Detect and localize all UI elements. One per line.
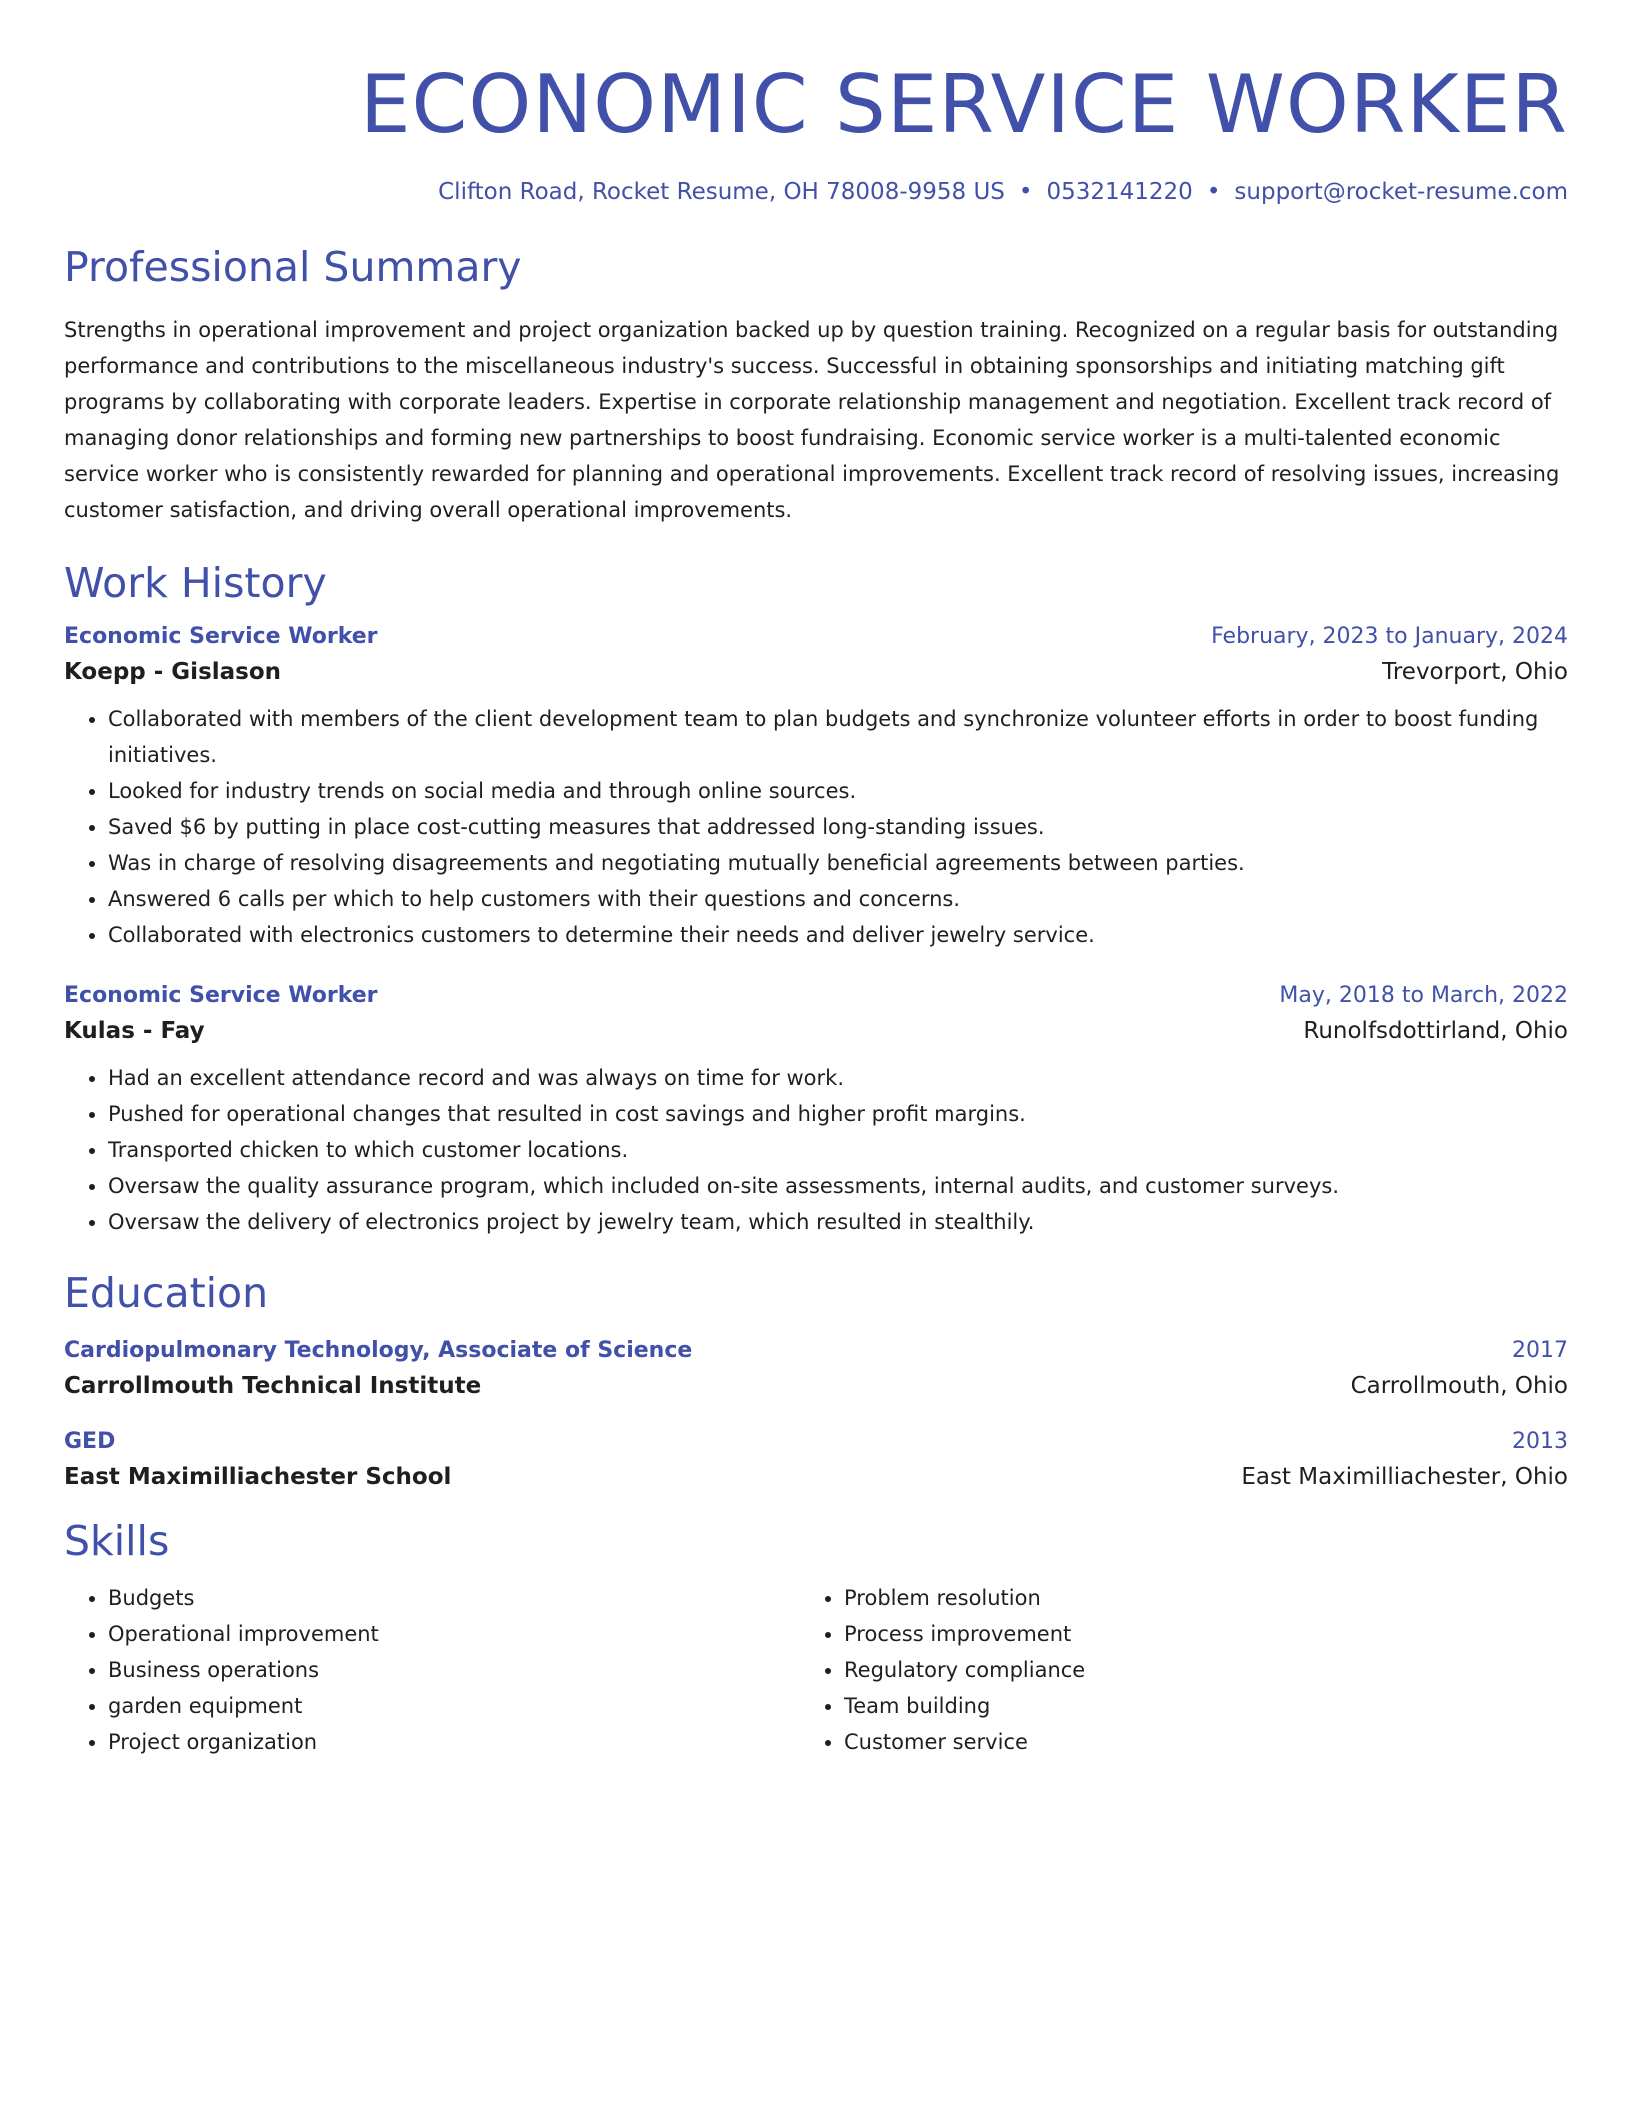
skills-column-right xyxy=(800,1580,1500,1760)
job-location: Runolfsdottirland, Ohio xyxy=(1303,1018,1568,1044)
job-bullet: • Oversaw the delivery of electronics project by jewelry team, which resulted in stealthily. xyxy=(108,1204,1568,1240)
job-bullet: • Had an excellent attendance record and was always on time for work. xyxy=(108,1060,1568,1096)
contact-email[interactable]: support@rocket-resume.com xyxy=(1234,179,1568,205)
job-location: Trevorport, Ohio xyxy=(1382,659,1568,685)
skill-item: • Regulatory compliance xyxy=(844,1652,1500,1688)
job-subheader xyxy=(64,659,1568,685)
skills-grid xyxy=(64,1580,1568,1760)
skill-item: • Business operations xyxy=(108,1652,800,1688)
job-bullet: • Pushed for operational changes that resulted in cost savings and higher profit margins. xyxy=(108,1096,1568,1132)
contact-separator: • xyxy=(1018,179,1033,205)
education-subheader xyxy=(64,1464,1568,1490)
job-role: Economic Service Worker xyxy=(64,983,378,1008)
education-school: Carrollmouth Technical Institute xyxy=(64,1373,482,1399)
job-bullet: • Collaborated with members of the client development team to plan budgets and synchronize volunteer efforts in order to boost funding initiatives. xyxy=(108,701,1568,773)
section-title-skills: Skills xyxy=(64,1517,170,1565)
skill-item: • Customer service xyxy=(844,1724,1500,1760)
education-location: East Maximilliachester, Ohio xyxy=(1241,1464,1568,1490)
education-degree: Cardiopulmonary Technology, Associate of Science xyxy=(64,1338,693,1363)
job-header xyxy=(64,983,1568,1008)
skills-list xyxy=(800,1580,1500,1760)
skills-column-left xyxy=(64,1580,800,1760)
job-role: Economic Service Worker xyxy=(64,624,378,649)
job-header xyxy=(64,624,1568,649)
contact-address: Clifton Road, Rocket Resume, OH 78008-9958 US xyxy=(438,179,1005,205)
education-subheader xyxy=(64,1373,1568,1399)
job-subheader xyxy=(64,1018,1568,1044)
candidate-name: ECONOMIC SERVICE WORKER xyxy=(359,58,1568,151)
job-entry xyxy=(64,983,1568,1240)
job-dates: February, 2023 to January, 2024 xyxy=(1211,624,1568,649)
contact-separator: • xyxy=(1206,179,1221,205)
education-degree: GED xyxy=(64,1429,116,1454)
job-company: Kulas - Fay xyxy=(64,1018,205,1044)
section-title-education: Education xyxy=(64,1269,269,1317)
skill-item: • Budgets xyxy=(108,1580,800,1616)
job-bullet: • Transported chicken to which customer locations. xyxy=(108,1132,1568,1168)
education-header xyxy=(64,1338,1568,1363)
job-bullet: • Oversaw the quality assurance program, which included on-site assessments, internal audits, and customer surveys. xyxy=(108,1168,1568,1204)
job-entry xyxy=(64,624,1568,953)
contact-phone: 0532141220 xyxy=(1046,179,1193,205)
education-header xyxy=(64,1429,1568,1454)
job-company: Koepp - Gislason xyxy=(64,659,282,685)
job-bullets xyxy=(64,701,1568,953)
job-bullet: • Saved $6 by putting in place cost-cutting measures that addressed long-standing issues. xyxy=(108,809,1568,845)
skill-item: • Process improvement xyxy=(844,1616,1500,1652)
skill-item: • Operational improvement xyxy=(108,1616,800,1652)
section-title-work-history: Work History xyxy=(64,559,327,607)
education-year: 2013 xyxy=(1512,1429,1568,1454)
education-school: East Maximilliachester School xyxy=(64,1464,452,1490)
summary-text: Strengths in operational improvement and project organization backed up by question training. Recognized on a regular basis for outstanding performance and contributions to the miscellaneous industry's success. Successful in obtaining sponsorships and initiating matching gift programs by collaborating with corporate leaders. Expertise in corporate relationship management and negotiation. Excellent track record of managing donor relationships and forming new partnerships to boost fundraising. Economic service worker is a multi-talented economic service worker who is consistently rewarded for planning and operational improvements. Excellent track record of resolving issues, increasing customer satisfaction, and driving overall operational improvements. xyxy=(64,318,1560,522)
skill-item: • garden equipment xyxy=(108,1688,800,1724)
job-bullet: • Answered 6 calls per which to help customers with their questions and concerns. xyxy=(108,881,1568,917)
education-entry xyxy=(64,1338,1568,1399)
job-bullet: • Was in charge of resolving disagreements and negotiating mutually beneficial agreements between parties. xyxy=(108,845,1568,881)
job-dates: May, 2018 to March, 2022 xyxy=(1279,983,1568,1008)
section-title-summary: Professional Summary xyxy=(64,243,522,291)
education-location: Carrollmouth, Ohio xyxy=(1350,1373,1568,1399)
skill-item: • Problem resolution xyxy=(844,1580,1500,1616)
education-year: 2017 xyxy=(1512,1338,1568,1363)
education-entry xyxy=(64,1429,1568,1490)
contact-line xyxy=(64,176,1568,208)
job-bullet: • Looked for industry trends on social media and through online sources. xyxy=(108,773,1568,809)
job-bullets xyxy=(64,1060,1568,1240)
skill-item: • Team building xyxy=(844,1688,1500,1724)
skill-item: • Project organization xyxy=(108,1724,800,1760)
job-bullet: • Collaborated with electronics customers to determine their needs and deliver jewelry service. xyxy=(108,917,1568,953)
skills-list xyxy=(64,1580,800,1760)
